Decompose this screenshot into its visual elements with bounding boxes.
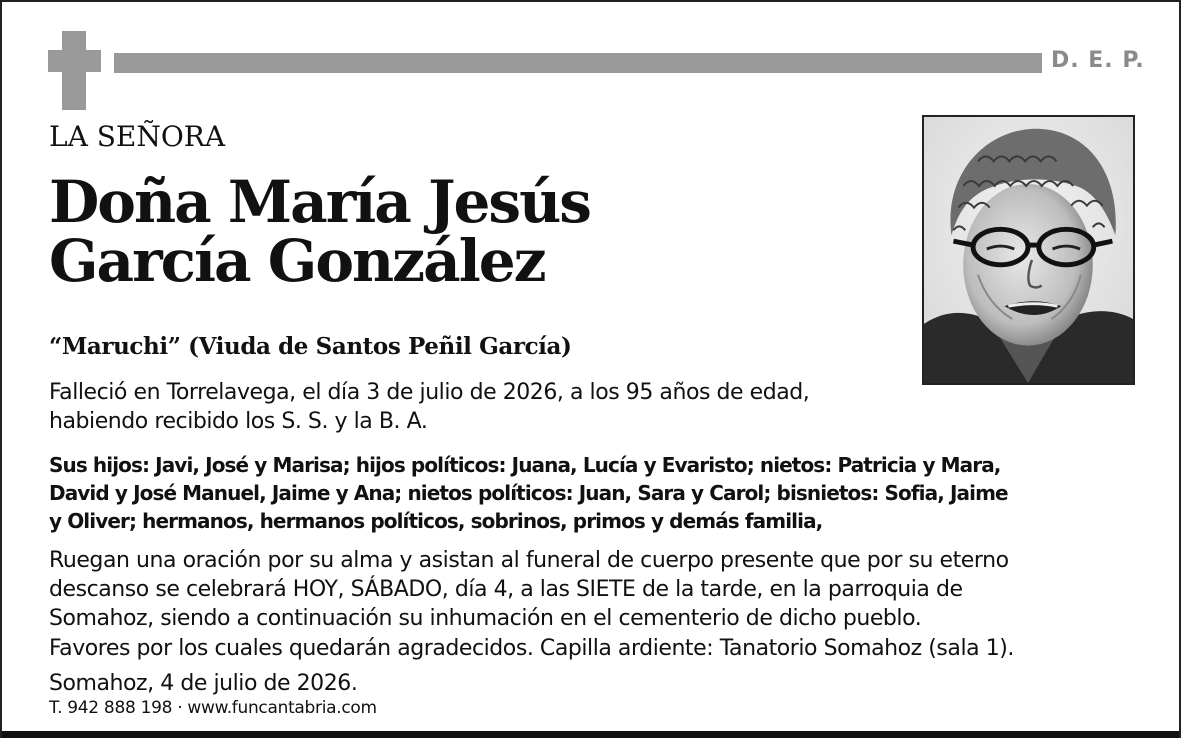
deceased-name-line-2: García González <box>49 227 545 295</box>
funeral-line: Favores por los cuales quedarán agradecidos. Capilla ardiente: Tanatorio Somahoz (sala 1). <box>49 636 1014 661</box>
funeral-line: Ruegan una oración por su alma y asistan al funeral de cuerpo presente que por su eterno <box>49 548 1009 573</box>
deceased-name-line-1: Doña María Jesús <box>49 168 590 236</box>
header-divider-bar <box>114 53 1042 73</box>
funeral-line: Somahoz, siendo a continuación su inhumación en el cementerio de dicho pueblo. <box>49 606 922 631</box>
title-prefix: LA SEÑORA <box>49 120 226 153</box>
death-notice-line: habiendo recibido los S. S. y la B. A. <box>49 409 428 434</box>
funeral-line: descanso se celebrará HOY, SÁBADO, día 4, a las SIETE de la tarde, en la parroquia de <box>49 577 963 602</box>
family-line: y Oliver; hermanos, hermanos políticos, sobrinos, primos y demás familia, <box>49 509 823 533</box>
death-notice-line: Falleció en Torrelavega, el día 3 de julio de 2026, a los 95 años de edad, <box>49 380 810 405</box>
dep-label: D. E. P. <box>1051 48 1145 73</box>
bottom-border-bar <box>2 731 1179 738</box>
family-line: David y José Manuel, Jaime y Ana; nietos políticos: Juan, Sara y Carol; bisnietos: Sofia, Jaime <box>49 481 1008 505</box>
nickname-widow-line: “Maruchi” (Viuda de Santos Peñil García) <box>49 333 572 360</box>
family-line: Sus hijos: Javi, José y Marisa; hijos políticos: Juana, Lucía y Evaristo; nietos: Patricia y Mara, <box>49 453 1001 477</box>
cross-icon <box>48 31 101 110</box>
place-date: Somahoz, 4 de julio de 2026. <box>49 671 358 696</box>
contact-info: T. 942 888 198 · www.funcantabria.com <box>49 698 377 718</box>
portrait-photo <box>922 115 1135 385</box>
